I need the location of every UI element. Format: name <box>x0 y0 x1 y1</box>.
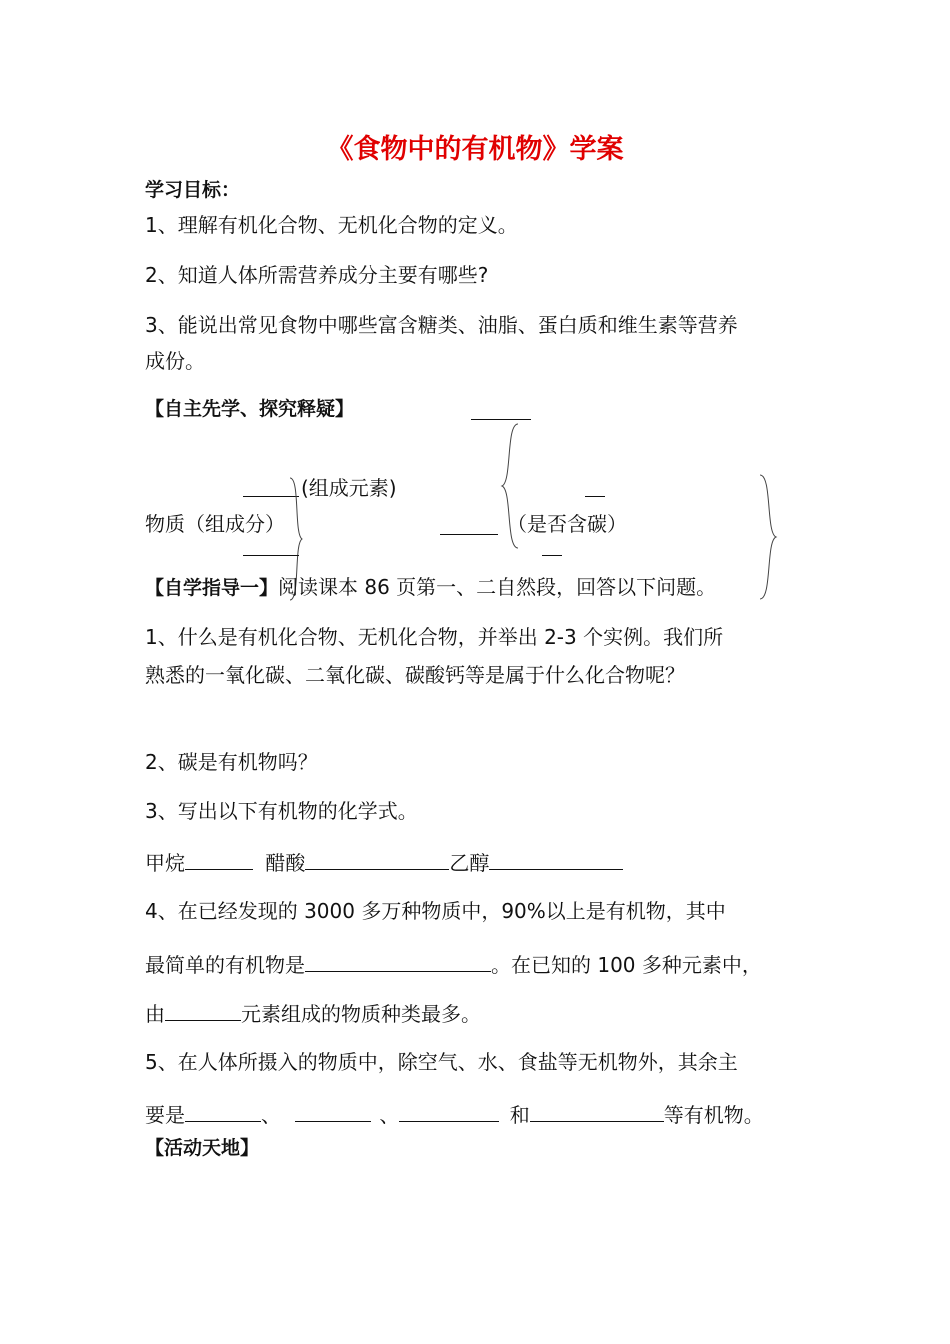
brace-right <box>758 475 778 599</box>
question-3: 3、写出以下有机物的化学式。 <box>145 799 418 823</box>
acetic-acid-label: 醋酸 <box>265 851 306 875</box>
activity-heading: 【活动天地】 <box>145 1137 260 1159</box>
objective-3-line1: 3、能说出常见食物中哪些富含糖类、油脂、蛋白质和维生素等营养 <box>145 313 738 337</box>
blank-short-bottom-line <box>542 555 562 556</box>
q5-separator-1: 、 <box>261 1103 281 1127</box>
nutrient-blank-4[interactable] <box>530 1103 664 1122</box>
page-title: 《食物中的有机物》学案 <box>326 134 624 165</box>
self-study-heading: 【自主先学、探究释疑】 <box>145 398 355 420</box>
question-4-line3 <box>145 1002 481 1024</box>
blank-organic-line <box>471 419 531 420</box>
q4-simplest-label: 最简单的有机物是 <box>145 953 305 977</box>
q4-elements-text: 。在已知的 100 多种元素中， <box>491 953 762 977</box>
nutrient-blank-2[interactable] <box>295 1103 371 1122</box>
question-2: 2、碳是有机物吗？ <box>145 750 318 774</box>
ethanol-label: 乙醇 <box>449 851 490 875</box>
q5-and: 和 <box>509 1103 530 1127</box>
q5-main-label: 要是 <box>145 1103 185 1127</box>
question-3-answers <box>145 851 623 873</box>
question-1-line2: 熟悉的一氧化碳、二氧化碳、碳酸钙等是属于什么化合物呢？ <box>145 663 685 687</box>
q4-element-text: 元素组成的物质种类最多。 <box>241 1002 481 1026</box>
blank-short-top-line <box>585 496 605 497</box>
q4-by-label: 由 <box>145 1002 165 1026</box>
q5-end-text: 等有机物。 <box>663 1103 764 1127</box>
guide-one-row <box>145 577 716 598</box>
methane-blank[interactable] <box>185 851 253 870</box>
objective-1: 1、理解有机化合物、无机化合物的定义。 <box>145 213 518 237</box>
objective-3-line2: 成份。 <box>145 349 205 373</box>
question-1-line1: 1、什么是有机化合物、无机化合物，并举出 2-3 个实例。我们所 <box>145 625 724 649</box>
guide-one-heading: 【自学指导一】 <box>145 577 279 599</box>
acetic-acid-blank[interactable] <box>305 851 449 870</box>
blank-compound-line <box>440 534 498 535</box>
objectives-heading: 学习目标： <box>145 179 241 201</box>
question-5-line1: 5、在人体所摄入的物质中，除空气、水、食盐等无机物外，其余主 <box>145 1050 738 1074</box>
question-5-line2 <box>145 1103 764 1125</box>
nutrient-blank-3[interactable] <box>399 1103 499 1122</box>
ethanol-blank[interactable] <box>489 851 623 870</box>
blank-element-bottom-line <box>243 555 299 556</box>
q5-separator-2: 、 <box>379 1103 400 1127</box>
methane-label: 甲烷 <box>145 851 185 875</box>
contains-carbon-label: （是否含碳） <box>507 512 627 536</box>
substance-label: 物质（组成分） <box>145 512 285 536</box>
objective-2: 2、知道人体所需营养成分主要有哪些? <box>145 263 489 287</box>
simplest-organic-blank[interactable] <box>305 953 491 972</box>
element-blank[interactable] <box>165 1002 241 1021</box>
nutrient-blank-1[interactable] <box>185 1103 261 1122</box>
question-4-line1: 4、在已经发现的 3000 多万种物质中，90%以上是有机物，其中 <box>145 899 726 923</box>
question-4-line2 <box>145 953 762 975</box>
composition-elements-label: (组成元素) <box>301 476 397 500</box>
guide-one-instruction: 阅读课本 86 页第一、二自然段，回答以下问题。 <box>278 575 717 599</box>
